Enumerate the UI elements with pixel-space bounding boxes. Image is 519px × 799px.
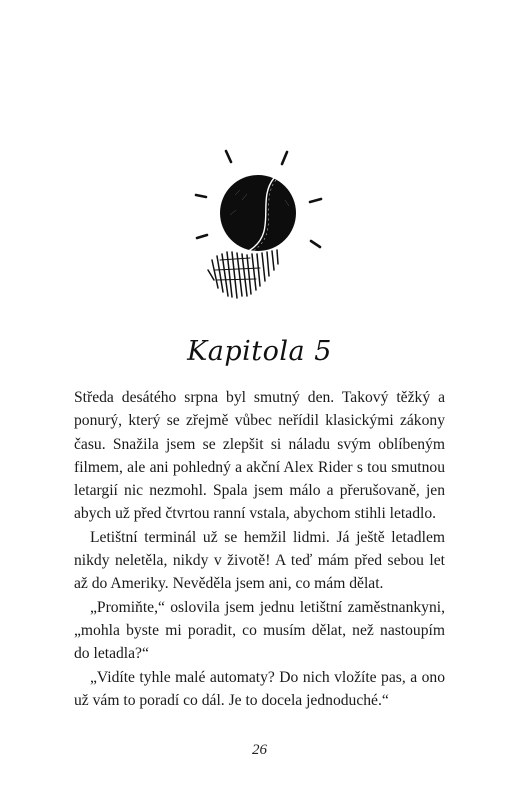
paragraph: „Vidíte tyhle malé automaty? Do nich vložíte pas, a ono už vám to poradí co dál. Je to docela jednoduché.“ [74,668,445,709]
chapter-title: Kapitola 5 [187,336,332,367]
tennis-ball-illustration [190,140,330,310]
page-number: 26 [252,742,267,758]
paragraph: Letištní terminál už se hemžil lidmi. Já ještě letadlem nikdy neletěla, nikdy v životě! A teď mám před sebou let až do Ameriky. Nevěděla jsem ani, co mám dělat. [74,528,445,593]
paragraph: Středa desátého srpna byl smutný den. Takový těžký a ponurý, který se zřejmě vůbec neřídil klasickými zákony času. Snažila jsem se zlepšit si náladu svým oblíbeným filmem, ale ani pohledný a akční Alex Rider s tou smutnou letargií nic nezmohl. Spala jsem málo a přerušovaně, jen abych už před čtvrtou ranní vstala, abychom stihli letadlo. [74,389,445,523]
paragraph: „Promiňte,“ oslovila jsem jednu letištní zaměstnankyni, „mohla byste mi poradit, co musím dělat, než nastoupím do letadla?“ [74,598,445,663]
chapter-body [74,386,445,712]
